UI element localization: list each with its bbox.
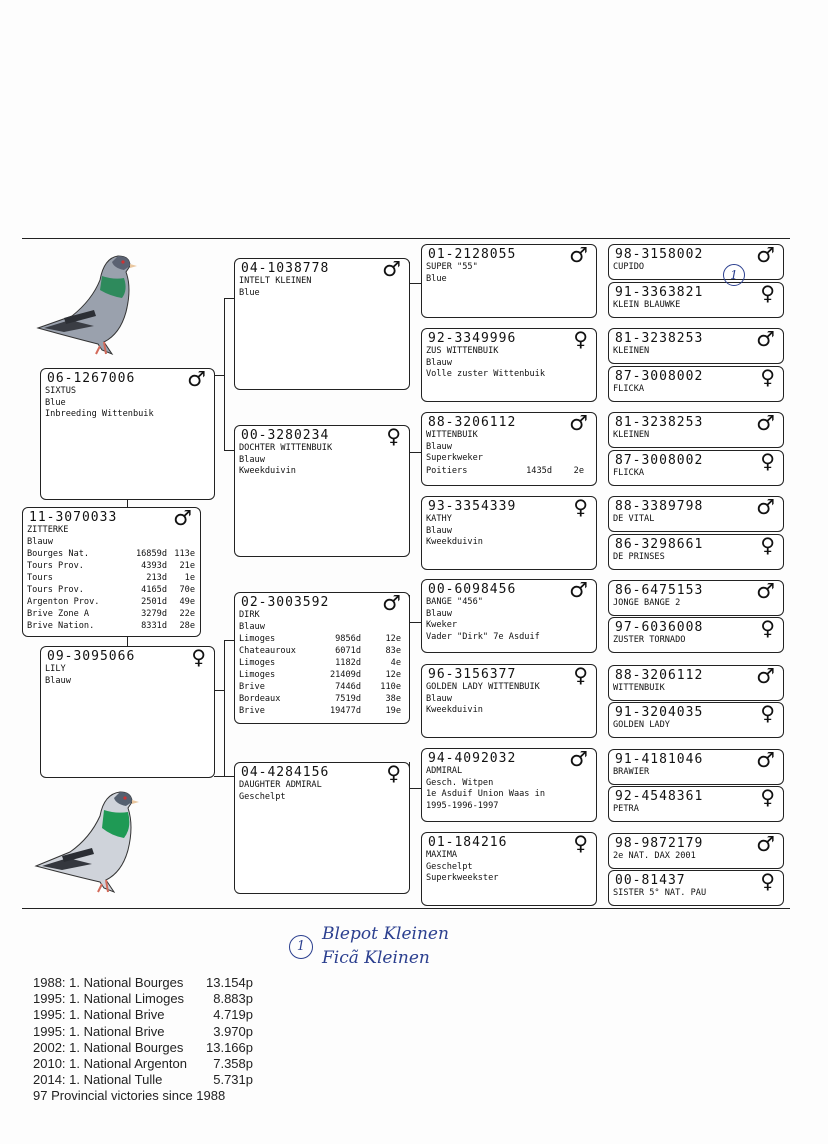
result-row: Tours Prov. 4165d 70e [27,585,195,595]
female-icon: ♀ [760,786,775,809]
ring-number: 06-1267006 [47,371,136,386]
result-row: Limoges 21409d 12e [239,670,401,680]
gen4-card [608,496,784,532]
pigeon-info-line: Blue [426,273,447,284]
male-icon: ♂ [569,412,588,435]
pigeon-info-line: DOCHTER WITTENBUIK [239,443,333,453]
achievement-row: 1988: 1. National Bourges 13.154p [33,975,253,990]
connector [214,690,224,691]
result-row: Bordeaux 7519d 38e [239,694,401,704]
connector [224,298,225,375]
pigeon-info-line: Superkweekster [426,873,499,883]
male-icon: ♂ [569,748,588,771]
ring-number: 81-3238253 [615,331,704,346]
gen3-card [421,244,597,318]
ring-number: 88-3389798 [615,499,704,514]
connector [224,298,234,299]
pigeon-info-line: 1995-1996-1997 [426,800,499,811]
female-icon: ♀ [573,328,588,351]
pigeon-info-line: Blauw [426,608,452,619]
ring-number: 97-6036008 [615,620,704,635]
connector [409,622,421,623]
male-icon: ♂ [756,496,775,519]
pigeon-name: BRAWIER [613,767,650,777]
female-icon: ♀ [760,282,775,305]
pigeon-info-line: Blue [239,287,260,298]
connector [127,499,128,507]
pigeon-info-line: Geschelpt [426,861,473,872]
ring-number: 93-3354339 [428,499,517,514]
result-row: Brive Zone A 3279d 22e [27,609,195,619]
footer-note: 97 Provincial victories since 1988 [33,1088,226,1104]
ring-number: 02-3003592 [241,595,330,610]
female-icon: ♀ [760,366,775,389]
gen4-card [608,786,784,822]
handwritten-note: Ficã Kleinen [322,948,430,968]
ring-number: 04-1038778 [241,261,330,276]
handwritten-circle-mark: 1 [289,935,313,959]
male-icon: ♂ [173,507,192,530]
pigeon-name: KLEINEN [613,430,650,440]
ring-number: 88-3206112 [615,668,704,683]
gen3-card [421,579,597,653]
ring-number: 01-2128055 [428,247,517,262]
gen4-card [608,450,784,486]
result-row: Tours 213d 1e [27,573,195,583]
gen4-card [608,665,784,701]
female-icon: ♀ [760,870,775,893]
achievement-row: 1995: 1. National Brive 3.970p [33,1023,253,1039]
pigeon-card [22,507,201,637]
result-row: Poitiers 1435d 2e [426,465,584,476]
handwritten-note: Blepot Kleinen [322,924,449,944]
pigeon-info-line: Blauw [45,675,71,686]
pigeon-info-line: Blauw [426,357,452,368]
gen4-card [608,833,784,869]
male-icon: ♂ [756,665,775,688]
result-row: Tours Prov. 4393d 21e [27,561,195,571]
female-icon: ♀ [760,450,775,473]
male-icon: ♂ [756,749,775,772]
achievement-row: 2014: 1. National Tulle 5.731p [33,1072,253,1088]
pigeon-name: DE PRINSES [613,552,665,562]
male-icon: ♂ [382,592,401,615]
ring-number: 86-3298661 [615,537,704,552]
male-icon: ♂ [756,328,775,351]
pigeon-info-line: Kweekduivin [239,466,296,476]
pigeon-info-line: Gesch. Witpen [426,777,494,788]
pigeon-name: JONGE BANGE 2 [613,598,681,608]
pigeon-info-line: KATHY [426,514,452,524]
ring-number: 91-3204035 [615,705,704,720]
male-icon: ♂ [756,412,775,435]
achievement-row: 1995: 1. National Brive 4.719p [33,1007,253,1023]
connector [409,283,421,284]
gen4-card [608,244,784,280]
gen4-card [608,534,784,570]
dam-card [40,646,215,778]
female-icon: ♀ [573,664,588,687]
gen3-card [421,748,597,822]
pigeon-info-line: Blauw [426,525,452,536]
female-icon: ♀ [573,496,588,519]
female-icon: ♀ [760,534,775,557]
pigeon-info-line: WITTENBUIK [426,430,478,440]
pigeon-info-line: Blauw [426,441,452,452]
pigeon-name: FLICKA [613,468,645,478]
female-icon: ♀ [191,646,206,669]
ring-number: 04-4284156 [241,765,330,780]
gen4-card [608,870,784,906]
pigeon-name: KLEINEN [613,346,650,356]
ring-number: 96-3156377 [428,667,517,682]
ring-number: 00-3280234 [241,428,330,443]
pigeon-info-line: MAXIMA [426,850,458,860]
ring-number: 00-6098456 [428,582,517,597]
pigeon-name: SISTER 5° NAT. PAU [613,888,707,898]
pigeon-info-line: Blauw [426,693,452,704]
pigeon-name: CUPIDO [613,262,645,272]
gen4-card [608,282,784,318]
pigeon-info-line: SUPER "55" [426,262,478,272]
ring-number: 92-4548361 [615,789,704,804]
male-icon: ♂ [382,258,401,281]
pigeon-name: GOLDEN LADY [613,720,670,730]
male-icon: ♂ [756,580,775,603]
ring-number: 00-81437 [615,873,686,888]
result-row: Argenton Prov. 2501d 49e [27,597,195,607]
ring-number: 98-9872179 [615,836,704,851]
gen3-card [421,496,597,570]
male-icon: ♂ [756,833,775,856]
female-icon: ♀ [386,762,401,785]
pigeon-info-line: Vader "Dirk" 7e Asduif [426,631,540,642]
connector [214,375,224,376]
gen3-card [421,664,597,738]
connector [224,640,225,690]
gen4-card [608,702,784,738]
pigeon-info-line: DAUGHTER ADMIRAL [239,780,322,790]
granddam-paternal-card [234,425,410,557]
pigeon-name: ZITTERKE [27,525,69,535]
gen3-card [421,412,597,486]
connector [224,640,234,641]
male-icon: ♂ [569,579,588,602]
gen4-card [608,412,784,448]
pigeon-info-line: Superkweker [426,453,483,463]
ring-number: 91-4181046 [615,752,704,767]
pigeon-info-line: Inbreeding Wittenbuik [45,409,154,419]
ring-number: 98-3158002 [615,247,704,262]
pigeon-info-line: ADMIRAL [426,766,463,776]
achievement-row: 2002: 1. National Bourges 13.166p [33,1039,253,1055]
pigeon-illustration-top [34,250,144,360]
ring-number: 92-3349996 [428,331,517,346]
pigeon-name: KLEIN BLAUWKE [613,300,681,310]
male-icon: ♂ [569,244,588,267]
pigeon-info-line: GOLDEN LADY WITTENBUIK [426,682,540,692]
ring-number: 87-3008002 [615,369,704,384]
female-icon: ♀ [573,832,588,855]
pigeon-info-line: Kweker [426,620,458,630]
pigeon-info-line: 1e Asduif Union Waas in [426,789,545,799]
gen3-card [421,328,597,402]
female-icon: ♀ [760,617,775,640]
pigeon-illustration-bottom [34,786,144,896]
pigeon-info-line: DIRK [239,610,260,620]
result-row: Chateauroux 6071d 83e [239,646,401,656]
pigeon-info-line: Kweekduivin [426,537,483,547]
pigeon-info-line: Volle zuster Wittenbuik [426,369,545,379]
results-list [235,633,409,717]
pigeon-info-line: SIXTUS [45,386,77,396]
female-icon: ♀ [386,425,401,448]
pigeon-info-line: BANGE "456" [426,597,483,607]
grandsire-paternal-card [234,258,410,390]
result-row: Limoges 1182d 4e [239,658,401,668]
ring-number: 09-3095066 [47,649,136,664]
ring-number: 11-3070033 [29,510,118,525]
connector [409,788,421,789]
gen4-card [608,328,784,364]
pigeon-name: FLICKA [613,384,645,394]
female-icon: ♀ [760,702,775,725]
male-icon: ♂ [187,368,206,391]
pigeon-info-line: Blue [45,397,66,408]
connector [214,776,234,777]
male-icon: ♂ [756,244,775,267]
pigeon-info-line: INTELT KLEINEN [239,276,312,286]
ring-number: 91-3363821 [615,285,704,300]
result-row: Limoges 9856d 12e [239,634,401,644]
gen4-card [608,580,784,616]
grandsire-maternal-card [234,592,410,724]
result-row: Brive 19477d 19e [239,706,401,716]
gen3-card [421,832,597,906]
ring-number: 86-6475153 [615,583,704,598]
bottom-rule [22,908,790,909]
pigeon-info-line: LILY [45,664,66,674]
pigeon-color: Blauw [27,536,53,547]
connector [224,450,234,451]
ring-number: 81-3238253 [615,415,704,430]
connector [224,690,225,776]
pigeon-name: DE VITAL [613,514,655,524]
result-row: Brive 7446d 110e [239,682,401,692]
gen4-card [608,617,784,653]
connector [127,636,128,646]
pigeon-name: 2e NAT. DAX 2001 [613,851,696,861]
pigeon-info-line: Blauw [239,454,265,465]
ring-number: 87-3008002 [615,453,704,468]
ring-number: 01-184216 [428,835,508,850]
gen4-card [608,749,784,785]
top-rule [22,238,790,239]
sire-card [40,368,215,500]
results-list [23,548,200,632]
connector [224,375,225,450]
pigeon-info-line: Blauw [239,621,265,632]
granddam-maternal-card [234,762,410,894]
pigeon-name: WITTENBUIK [613,683,665,693]
achievement-row: 1995: 1. National Limoges 8.883p [33,991,253,1007]
achievements-list [33,975,253,1105]
result-row: Bourges Nat. 16859d 113e [27,549,195,559]
pigeon-info-line: ZUS WITTENBUIK [426,346,499,356]
ring-number: 94-4092032 [428,751,517,766]
connector [409,452,421,453]
ring-number: 88-3206112 [428,415,517,430]
result-row: Brive Nation. 8331d 28e [27,621,195,631]
gen4-card [608,366,784,402]
pigeon-info-line: Geschelpt [239,791,286,802]
pigeon-name: PETRA [613,804,639,814]
pigeon-name: ZUSTER TORNADO [613,635,686,645]
achievement-row: 2010: 1. National Argenton 7.358p [33,1056,253,1072]
handwritten-circle-mark: 1 [723,264,745,286]
pigeon-info-line: Kweekduivin [426,705,483,715]
